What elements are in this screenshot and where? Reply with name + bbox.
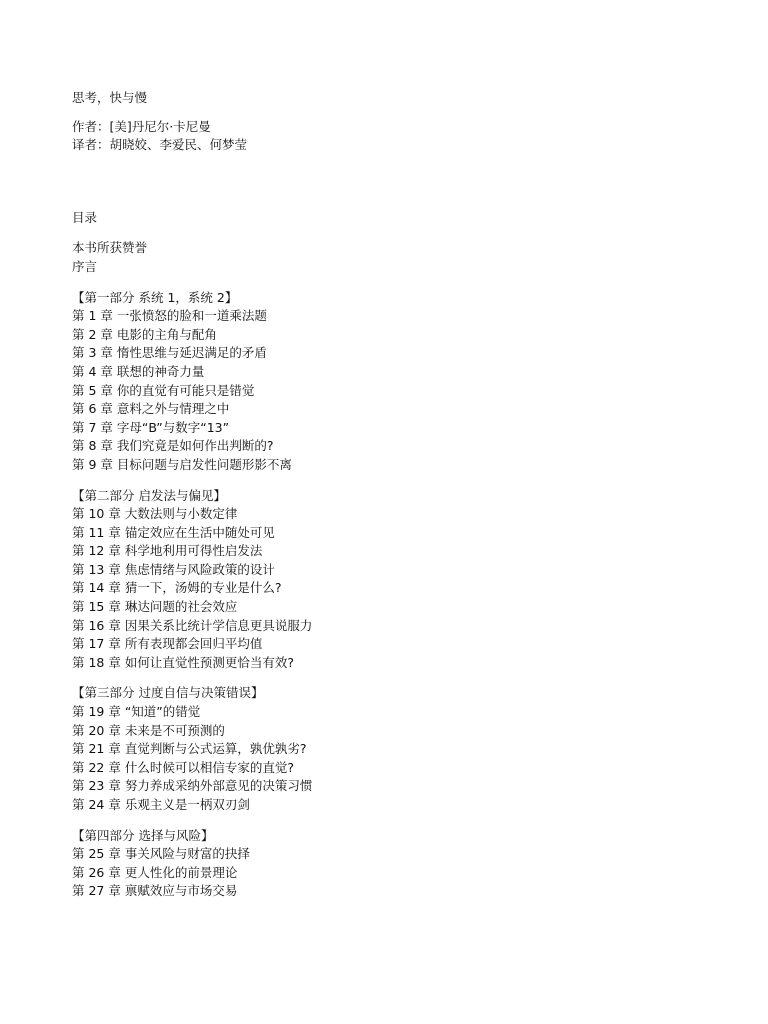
toc-chapter-item[interactable]: 第 17 章 所有表现都会回归平均值 [72,636,263,652]
toc-chapter-item[interactable]: 第 25 章 事关风险与财富的抉择 [72,846,250,862]
toc-chapter-item[interactable]: 第 18 章 如何让直觉性预测更恰当有效? [72,654,294,670]
toc-chapter-item[interactable]: 第 26 章 更人性化的前景理论 [72,864,238,880]
toc-chapter-item[interactable]: 第 22 章 什么时候可以相信专家的直觉? [72,759,294,775]
toc-chapter-item[interactable]: 第 21 章 直觉判断与公式运算，孰优孰劣? [72,741,307,757]
toc-heading: 目录 [72,209,98,225]
toc-part-title[interactable]: 【第二部分 启发法与偏见】 [72,487,226,503]
toc-chapter-item[interactable]: 第 10 章 大数法则与小数定律 [72,506,238,522]
toc-chapter-item[interactable]: 第 16 章 因果关系比统计学信息更具说服力 [72,617,313,633]
toc-chapter-item[interactable]: 第 6 章 意料之外与情理之中 [72,401,230,417]
toc-front-item-preface[interactable]: 序言 [72,258,98,274]
toc-chapter-item[interactable]: 第 11 章 锚定效应在生活中随处可见 [72,524,275,540]
toc-chapter-item[interactable]: 第 8 章 我们究竟是如何作出判断的? [72,438,274,454]
toc-chapter-item[interactable]: 第 24 章 乐观主义是一柄双刃剑 [72,797,250,812]
toc-chapter-item[interactable]: 第 19 章 “知道”的错觉 [72,704,201,720]
toc-chapter-item[interactable]: 第 2 章 电影的主角与配角 [72,326,217,342]
toc-chapter-item[interactable]: 第 5 章 你的直觉有可能只是错觉 [72,382,255,398]
toc-chapter-item[interactable]: 第 7 章 字母“B”与数字“13” [72,419,230,435]
toc-chapter-item[interactable]: 第 27 章 禀赋效应与市场交易 [72,883,238,899]
toc-part-title[interactable]: 【第四部分 选择与风险】 [72,827,214,843]
toc-chapter-item[interactable]: 第 20 章 未来是不可预测的 [72,722,225,738]
document-page [72,89,712,901]
book-title: 思考，快与慢 [72,90,148,105]
toc-chapter-item[interactable]: 第 15 章 琳达问题的社会效应 [72,599,238,615]
book-author: 作者：[美]丹尼尔·卡尼曼 [72,118,211,134]
toc-chapter-item[interactable]: 第 9 章 目标问题与启发性问题形影不离 [72,456,292,472]
toc-chapter-item[interactable]: 第 1 章 一张愤怒的脸和一道乘法题 [72,308,267,324]
toc-chapter-item[interactable]: 第 4 章 联想的神奇力量 [72,363,205,379]
toc-chapter-item[interactable]: 第 3 章 惰性思维与延迟满足的矛盾 [72,345,267,361]
toc-part-title[interactable]: 【第一部分 系统 1，系统 2】 [72,289,238,305]
book-translator: 译者：胡晓姣、李爱民、何梦莹 [72,137,248,153]
toc-chapter-item[interactable]: 第 12 章 科学地利用可得性启发法 [72,543,263,559]
toc-front-item-praise[interactable]: 本书所获赞誉 [72,240,148,256]
toc-chapter-item[interactable]: 第 23 章 努力养成采纳外部意见的决策习惯 [72,778,313,794]
toc-chapter-item[interactable]: 第 14 章 猜一下，汤姆的专业是什么? [72,580,282,596]
toc-chapter-item[interactable]: 第 13 章 焦虑情绪与风险政策的设计 [72,561,275,577]
toc-part-title[interactable]: 【第三部分 过度自信与决策错误】 [72,685,264,701]
